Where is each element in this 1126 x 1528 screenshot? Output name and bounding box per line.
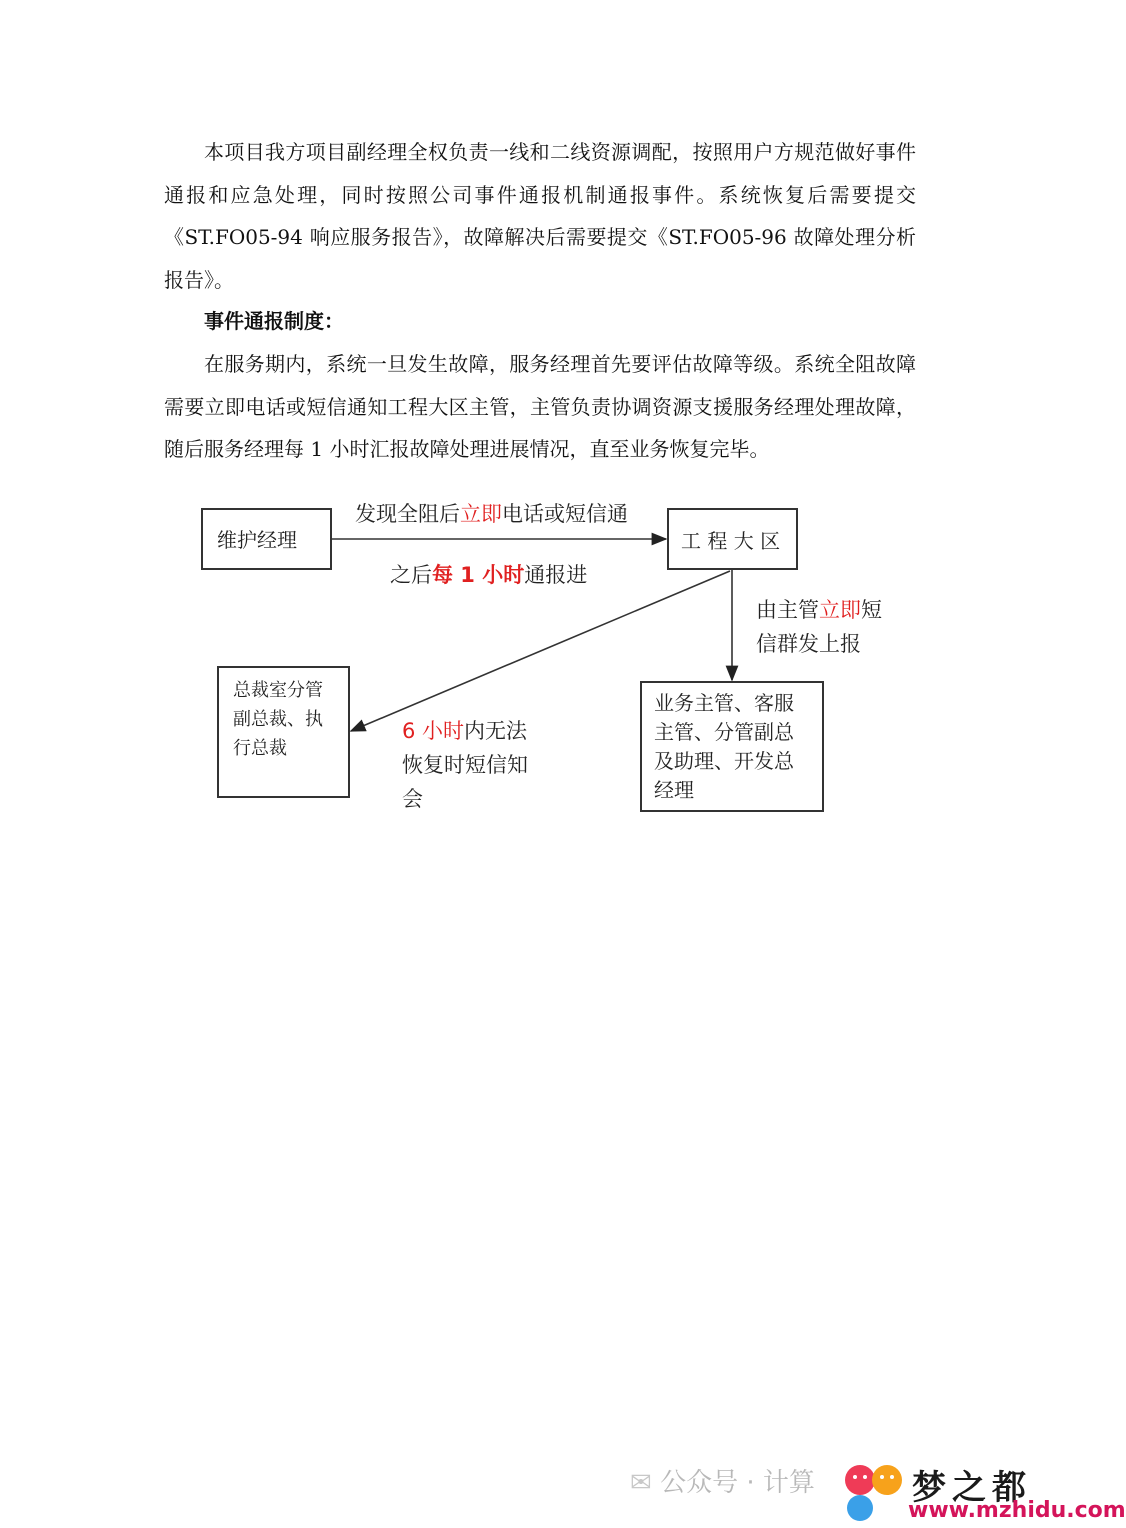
- box-business-line: 主管、分管副总: [654, 720, 794, 744]
- site-logo: [842, 1460, 1126, 1526]
- label-arrow-bottom: 之后每 1 小时通报进: [390, 563, 588, 587]
- box-business-line: 及助理、开发总: [654, 749, 794, 773]
- box-maintenance-manager: [201, 508, 332, 570]
- box-executives-line: 副总裁、执: [233, 709, 323, 730]
- wechat-account-label: 公众号 · 计算: [660, 1468, 815, 1498]
- box-business-managers: [640, 681, 824, 812]
- box-engineering-label: 工 程 大 区: [681, 529, 781, 553]
- logo-emoji-icon: [842, 1460, 908, 1526]
- box-executives-line: 行总裁: [233, 738, 287, 759]
- logo-url: www.mzhidu.com: [908, 1498, 1126, 1523]
- logo-title: 梦之都: [912, 1468, 1032, 1508]
- wechat-icon: ✉: [630, 1468, 652, 1498]
- label-arrow-down: 由主管立即短 信群发上报: [756, 598, 882, 656]
- label-arrow-diagonal: 6 小时内无法 恢复时短信知 会: [402, 719, 528, 811]
- box-executives: [217, 666, 350, 798]
- paragraph-event-reporting: 在服务期内，系统一旦发生故障，服务经理首先要评估故障等级。系统全阻故障需要立即电话或短信通知工程大区主管，主管负责协调资源支援服务经理处理故障，随后服务经理每 1 小时汇报故障处理进展情况，直至业务恢复完毕。: [164, 352, 916, 461]
- box-maintenance-label: 维护经理: [217, 528, 297, 552]
- heading-event-reporting: 事件通报制度：: [204, 309, 344, 333]
- box-business-line: 经理: [654, 778, 694, 802]
- paragraph-intro: 本项目我方项目副经理全权负责一线和二线资源调配，按照用户方规范做好事件通报和应急处理，同时按照公司事件通报机制通报事件。系统恢复后需要提交《ST.FO05-94 响应服务报告》，故障解决后需要提交《ST.FO05-96 故障处理分析报告》。: [164, 140, 916, 292]
- box-business-line: 业务主管、客服: [654, 691, 794, 715]
- box-executives-line: 总裁室分管: [233, 680, 323, 701]
- wechat-watermark: [630, 1462, 815, 1499]
- label-arrow-top: 发现全阻后立即电话或短信通: [355, 502, 628, 526]
- box-engineering-region: [667, 508, 798, 570]
